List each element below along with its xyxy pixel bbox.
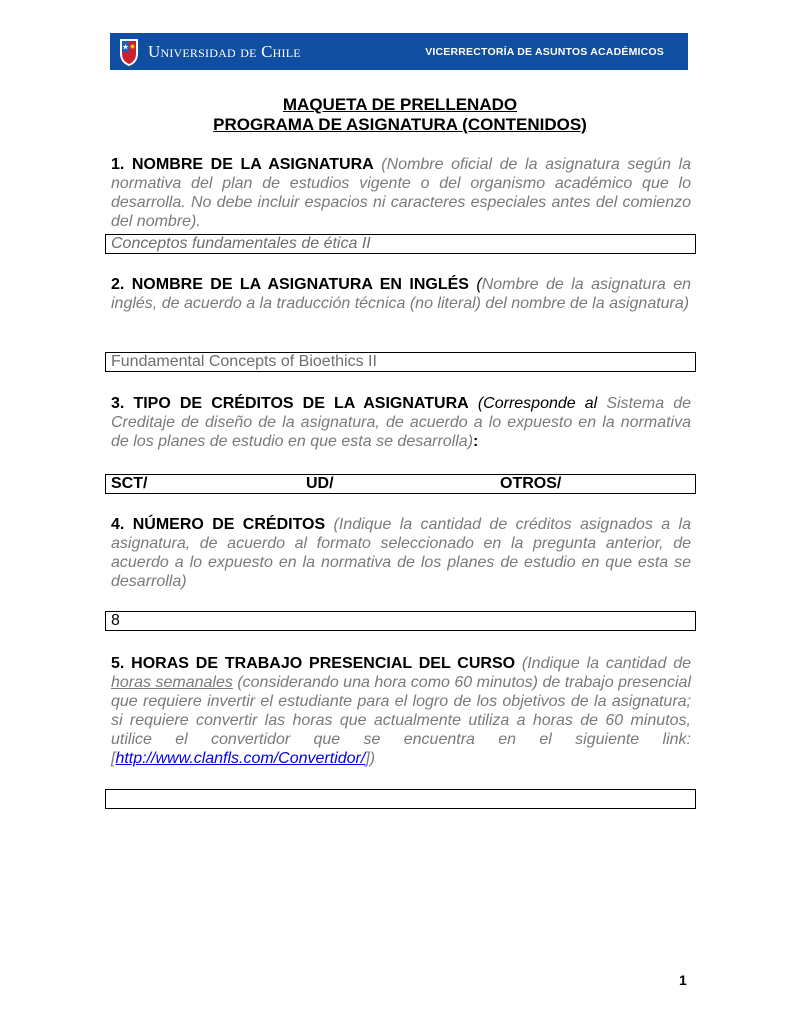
document-title-line1: MAQUETA DE PRELLENADO <box>282 95 518 114</box>
credit-type-row <box>111 475 695 493</box>
weekly-hours-field[interactable] <box>105 789 696 809</box>
header-banner <box>110 33 688 70</box>
office-name: VICERRECTORÍA DE ASUNTOS ACADÉMICOS <box>425 45 664 58</box>
section-3-help: Sistema de Creditaje de diseño de la asignatura, de acuerdo a lo expuesto en la normativa de los planes de estudio en que esta se desarrolla) <box>111 395 692 450</box>
credit-type-sct[interactable]: SCT/ <box>111 475 148 492</box>
university-brand <box>118 37 301 67</box>
section-4-text <box>111 515 691 591</box>
section-1-help: (Nombre oficial de la asignatura según la normativa del plan de estudios vigente o del organismo académico que lo desarrolla. No debe incluir espacios ni caracteres especiales antes del comienzo del nombre). <box>111 156 692 230</box>
section-5-help-c: ]) <box>365 750 376 767</box>
section-5-help-b: (considerando una hora como 60 minutos) de trabajo presencial que requiere invertir el estudiante para el logro de los objetivos de la asignatura; si requiere convertir las horas que actualmente utiliza a horas de 60 minutos, utilice el convertidor que se encuentra en el siguiente link: [ <box>111 674 692 767</box>
section-2-paren: ( <box>476 276 482 293</box>
section-3-help-lead: (Corresponde al <box>477 395 598 412</box>
university-name: Universidad de Chile <box>148 41 301 61</box>
section-5-text <box>111 654 691 768</box>
credit-type-field[interactable] <box>105 474 696 494</box>
section-2-heading: 2. NOMBRE DE LA ASIGNATURA EN INGLÉS <box>111 276 469 293</box>
credit-type-otros[interactable]: OTROS/ <box>500 475 562 492</box>
course-name-field[interactable]: Conceptos fundamentales de ética II <box>105 234 696 254</box>
credit-type-ud[interactable]: UD/ <box>306 475 334 492</box>
section-5-heading: 5. HORAS DE TRABAJO PRESENCIAL DEL CURSO <box>111 655 516 672</box>
section-4-heading: 4. NÚMERO DE CRÉDITOS <box>111 516 326 533</box>
section-5-help-underlined: horas semanales <box>111 674 233 691</box>
page-number: 1 <box>679 972 687 988</box>
section-3-text <box>111 394 691 451</box>
section-4-help: (Indique la cantidad de créditos asignados a la asignatura, de acuerdo al formato seleccionado en la pregunta anterior, de acuerdo a lo expuesto en la normativa de los planes de estudio en que esta se desarrolla) <box>111 516 691 590</box>
section-5-help-a: (Indique la cantidad de <box>521 655 691 672</box>
section-2-help: Nombre de la asignatura en inglés, de acuerdo a la traducción técnica (no literal) del nombre de la asignatura) <box>111 276 692 312</box>
university-shield-icon <box>118 37 140 67</box>
document-titles <box>0 95 800 135</box>
course-name-english-field[interactable]: Fundamental Concepts of Bioethics II <box>105 352 696 372</box>
section-3-colon: : <box>473 433 479 450</box>
converter-link[interactable]: http://www.clanfls.com/Convertidor/ <box>115 750 366 767</box>
section-3-heading: 3. TIPO DE CRÉDITOS DE LA ASIGNATURA <box>111 395 469 412</box>
credit-number-field[interactable]: 8 <box>105 611 696 631</box>
section-1-heading: 1. NOMBRE DE LA ASIGNATURA <box>111 156 374 173</box>
section-2-text <box>111 275 691 313</box>
document-title-line2: PROGRAMA DE ASIGNATURA (CONTENIDOS) <box>213 115 587 134</box>
section-1-text <box>111 155 691 231</box>
